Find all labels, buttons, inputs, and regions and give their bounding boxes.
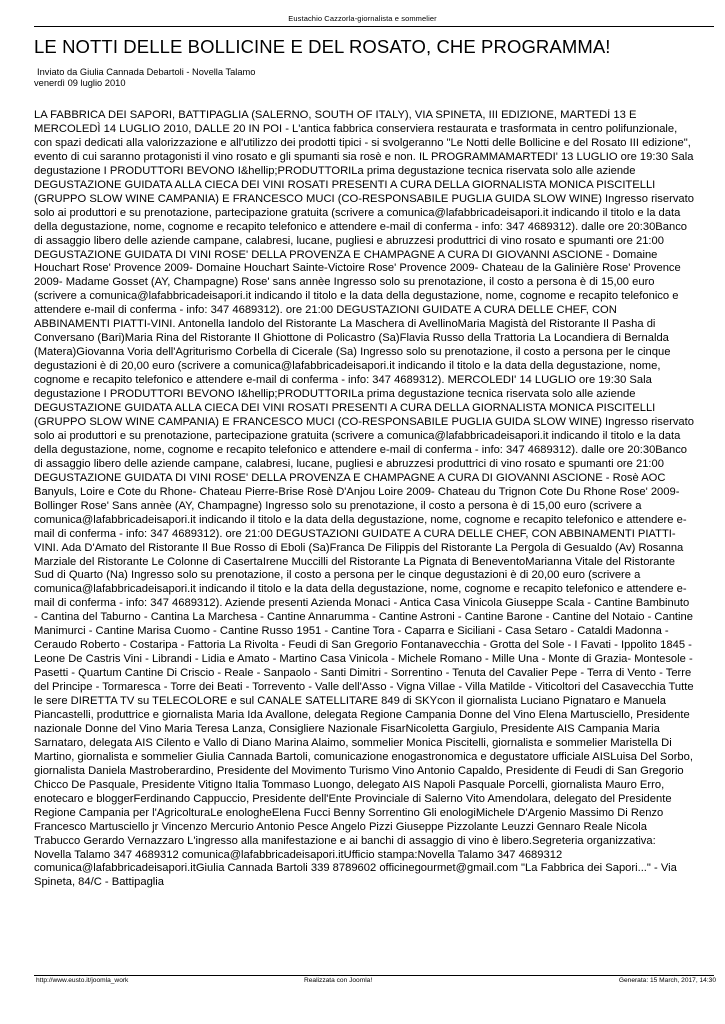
site-header: Eustachio Cazzorla-giornalista e sommelier [288,14,437,23]
footer-divider [34,975,714,976]
article-meta [34,67,255,89]
article-text: LA FABBRICA DEI SAPORI, BATTIPAGLIA (SALERNO, SOUTH OF ITALY), VIA SPINETA, III EDIZIONE, MARTEDÌ 13 E MERCOLEDÌ 14 LUGLIO 2010, DALLE 20 IN POI - L'antica fabbrica conserviera restaurata e trasformata in centro polifunzionale, con spazi dedicati alla valorizzazione e all'utilizzo dei prodotti tipici - si svolgeranno "Le Notti delle Bollicine e del Rosato III edizione", evento di cui saranno protagonisti il vino rosato e gli spumanti sia rosè e non. IL PROGRAMMAMARTEDI' 13 LUGLIO ore 19:30 Sala degustazione I PRODUTTORI BEVONO I&hellip;PRODUTTORILa prima degustazione tecnica riservata solo alle aziende DEGUSTAZIONE GUIDATA ALLA CIECA DEI VINI ROSATI PRESENTI A CURA DELLA GIORNALISTA MONICA PISCITELLI (GRUPPO SLOW WINE CAMPANIA) E FRANCESCO MUCI (CO-RESPONSABILE PUGLIA GUIDA SLOW WINE) Ingresso riservato solo ai produttori e su prenotazione, partecipazione gratuita (scrivere a comunica@lafabbricadeisapori.it indicando il titolo e la data della degustazione, nome, cognome e recapito telefonico e attendere e-mail di conferma - info: 347 4689312). dalle ore 20:30Banco di assaggio libero delle aziende campane, calabresi, lucane, pugliesi e abruzzesi produttrici di vino rosato e spumanti ore 21:00 DEGUSTAZIONE GUIDATA DI VINI ROSE' DELLA PROVENZA E CHAMPAGNE A CURA DI GIOVANNI ASCIONE - Domaine Houchart Rose' Provence 2009- Domaine Houchart Sainte-Victoire Rose' Provence 2009- Chateau de la Galinière Rose' Provence 2009- Madame Gosset (AY, Champagne) Rose' sans annèe Ingresso solo su prenotazione, il costo a persona è di 15,00 euro (scrivere a comunica@lafabbricadeisapori.it indicando il titolo e la data della degustazione, nome, cognome e recapito telefonico e attendere e-mail di conferma - info: 347 4689312). ore 21:00 DEGUSTAZIONI GUIDATE A CURA DELLE CHEF, CON ABBINAMENTI PIATTI-VINI. Antonella Iandolo del Ristorante La Maschera di AvellinoMaria Magistà del Ristorante Il Pasha di Conversano (Bari)Maria Rina del Ristorante Il Ghiottone di Policastro (Sa)Flavia Russo della Trattoria La Locandiera di Bernalda (Matera)Giovanna Voria dell'Agriturismo Corbella di Cicerale (Sa) Ingresso solo su prenotazione, il costo a persona per le cinque degustazioni è di 20,00 euro (scrivere a comunica@lafabbricadeisapori.it indicando il titolo e la data della degustazione, nome, cognome e recapito telefonico e attendere e-mail di conferma - info: 347 4689312). MERCOLEDI' 14 LUGLIO ore 19:30 Sala degustazione I PRODUTTORI BEVONO I&hellip;PRODUTTORILa prima degustazione tecnica riservata solo alle aziende DEGUSTAZIONE GUIDATA ALLA CIECA DEI VINI ROSATI PRESENTI A CURA DELLA GIORNALISTA MONICA PISCITELLI (GRUPPO SLOW WINE CAMPANIA) E FRANCESCO MUCI (CO-RESPONSABILE PUGLIA GUIDA SLOW WINE) Ingresso riservato solo ai produttori e su prenotazione, partecipazione gratuita (scrivere a comunica@lafabbricadeisapori.it indicando il titolo e la data della degustazione, nome, cognome e recapito telefonico e attendere e-mail di conferma - info: 347 4689312). dalle ore 20:30Banco di assaggio libero delle aziende campane, calabresi, lucane, pugliesi e abruzzesi produttrici di vino rosato e spumanti ore 21:00 DEGUSTAZIONE GUIDATA DI VINI ROSE' DELLA PROVENZA E CHAMPAGNE A CURA DI GIOVANNI ASCIONE - Rosè AOC Banyuls, Loire e Cote du Rhone- Chateau Pierre-Brise Rosè D'Anjou Loire 2009- Chateau du Trignon Cote Du Rhone Rose' 2009- Bollinger Rose' Sans annèe (AY, Champagne) Ingresso solo su prenotazione, il costo a persona è di 15,00 euro (scrivere a comunica@lafabbricadeisapori.it indicando il titolo e la data della degustazione, nome, cognome e recapito telefonico e attendere e-mail di conferma - info: 347 4689312). ore 21:00 DEGUSTAZIONI GUIDATE A CURA DELLE CHEF, CON ABBINAMENTI PIATTI-VINI. Ada D'Amato del Ristorante Il Bue Rosso di Eboli (Sa)Franca De Filippis del Ristorante La Pergola di Gesualdo (Av) Rosanna Marziale del Ristorante Le Colonne di CasertaIrene Muccilli del Ristorante La Pignata di BeneventoMarianna Vitale del Ristorante Sud di Quarto (Na) Ingresso solo su prenotazione, il costo a persona per le cinque degustazioni è di 20,00 euro (scrivere a comunica@lafabbricadeisapori.it indicando il titolo e la data della degustazione, nome, cognome e recapito telefonico e attendere e-mail di conferma - info: 347 4689312). Aziende presenti Azienda Monaci - Antica Casa Vinicola Giuseppe Scala - Cantine Bambinuto - Cantina del Taburno - Cantina La Marchesa - Cantine Annarumma - Cantine Astroni - Cantine Barone - Cantine del Notaio - Cantine Manimurci - Cantine Marisa Cuomo - Cantine Russo 1951 - Cantine Tora - Caparra e Siciliani - Casa Setaro - Cataldi Madonna - Ceraudo Roberto - Costaripa - Fattoria La Rivolta - Feudi di San Gregorio Fontanavecchia - Grotta del Sole - I Favati - Ippolito 1845 - Leone De Castris Vini - Librandi - Lidia e Amato - Martino Casa Vinicola - Michele Romano - Mille Una - Monte di Grazia- Montesole - Pasetti - Quartum Cantine Di Criscio - Reale - Sanpaolo - Santi Dimitri - Sorrentino - Tenuta del Cavalier Pepe - Terra di Vento - Terre del Principe - Tormaresca - Torre dei Beati - Torrevento - Valle dell'Asso - Vigna Villae - Villa Matilde - Viticoltori del Casavecchia Tutte le sere DIRETTA TV su TELECOLORE e sul CANALE SATELLITARE 849 di SKYcon il giornalista Luciano Pignataro e Manuela Piancastelli, produttrice e giornalista Maria Ida Avallone, delegata Regione Campania Donne del Vino Elena Martusciello, Presidente nazionale Donne del Vino Maria Teresa Lanza, Consigliere Nazionale FisarNicoletta Gargiulo, Presidente AIS Campania Maria Sarnataro, delegata AIS Cilento e Vallo di Diano Marina Alaimo, sommelier Monica Piscitelli, giornalista e sommelier Maristella Di Martino, giornalista e sommelier Giulia Cannada Bartoli, comunicazione enogastronomica e degustatore ufficiale AISLuisa Del Sorbo, giornalista Daniela Mastroberardino, Presidente del Movimento Turismo Vino Antonio Capaldo, Presidente di Feudi di San Gregorio Chicco De Pasquale, Presidente Vitigno Italia Tommaso Luongo, delegato AIS Napoli Pasquale Porcelli, giornalista Mauro Erro, enotecaro e bloggerFerdinando Cappuccio, Presidente dell'Ente Provinciale di Salerno Vito Amendolara, delegato del Presidente Regione Campania per l'AgricolturaLe enologheElena Fucci Benny Sorrentino Gli enologiMichele D'Argenio Massimo Di Renzo Francesco Martusciello jr Vincenzo Mercurio Antonio Pesce Angelo Pizzi Giuseppe Pizzolante Leuzzi Gennaro Reale Nicola Trabucco Gerardo Vernazzaro L'ingresso alla manifestazione e ai banchi di assaggio di vino è libero.Segreteria organizzativa: Novella Talamo 347 4689312 comunica@lafabbricadeisapori.itUfficio stampa:Novella Talamo 347 4689312 comunica@lafabbricadeisapori.itGiulia Cannada Bartoli 339 8789602 officinegourmet@gmail.com "La Fabbrica dei Sapori..." - Via Spineta, 84/C - Battipaglia [34,109,694,889]
article-title: LE NOTTI DELLE BOLLICINE E DEL ROSATO, CHE PROGRAMMA! [34,36,611,57]
header-divider [34,26,714,27]
article-body [34,109,725,971]
date-line: venerdì 09 luglio 2010 [34,78,126,88]
author-line: Inviato da Giulia Cannada Debartoli - Novella Talamo [37,67,256,77]
footer-generated-date: Generata: 15 March, 2017, 14:30 [618,977,716,984]
footer-made-with: Realizzata con Joomla! [304,977,373,984]
footer-url-link[interactable]: http://www.eusto.it/joomla_work [36,977,129,984]
